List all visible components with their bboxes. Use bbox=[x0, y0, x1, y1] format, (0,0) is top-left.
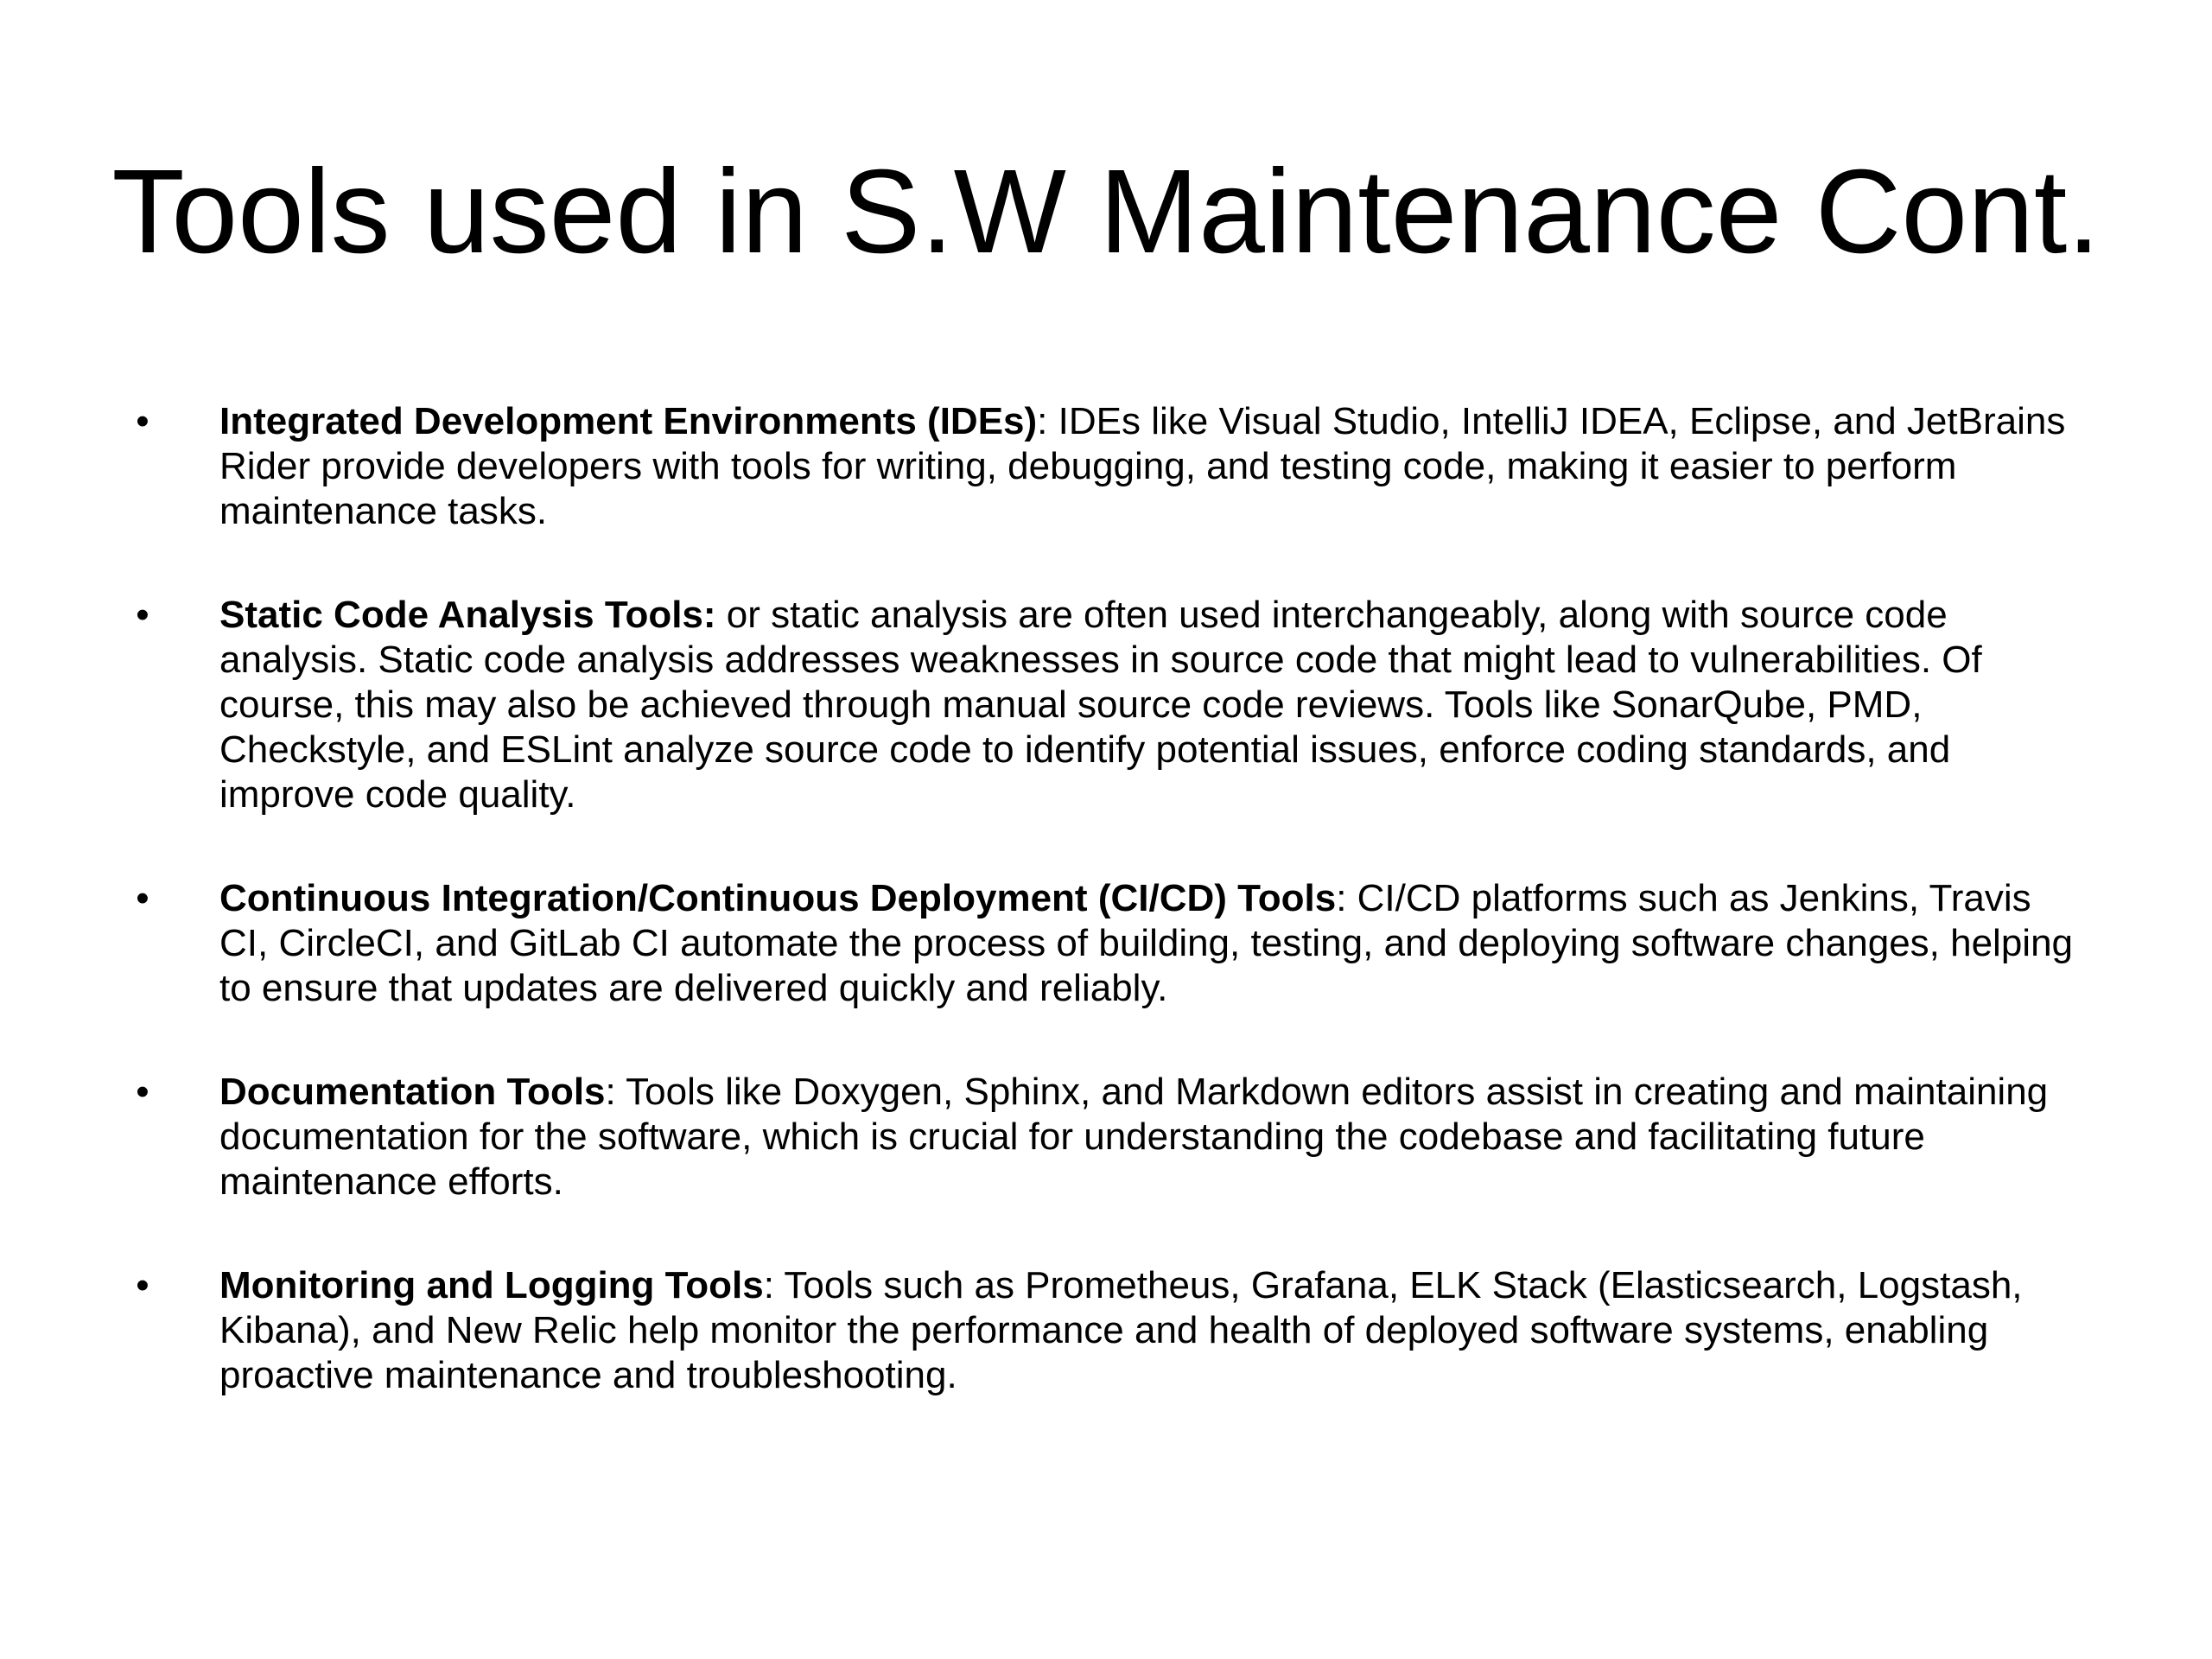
bullet-term: Documentation Tools bbox=[219, 1071, 606, 1113]
bullet-item-monitoring bbox=[130, 1263, 2074, 1398]
bullet-list bbox=[130, 399, 2074, 1457]
bullet-item-documentation bbox=[130, 1070, 2074, 1205]
bullet-text: : CI/CD platforms such as Jenkins, Travis CI, CircleCI, and GitLab CI automate the process of building, testing, and deploying software changes, helping to ensure that updates are delivered quickly and reliably. bbox=[219, 877, 2074, 1009]
bullet-text: : IDEs like Visual Studio, IntelliJ IDEA, Eclipse, and JetBrains Rider provide developers with tools for writing, debugging, and testing code, making it easier to perform maintenance tasks. bbox=[219, 400, 2066, 532]
bullet-item-ides bbox=[130, 399, 2074, 534]
bullet-term: Continuous Integration/Continuous Deployment (CI/CD) Tools bbox=[219, 877, 1337, 919]
bullet-dot-icon: • bbox=[136, 400, 149, 442]
bullet-dot-icon: • bbox=[136, 1071, 149, 1113]
bullet-term: Integrated Development Environments (IDEs) bbox=[219, 400, 1038, 442]
bullet-term: Monitoring and Logging Tools bbox=[219, 1264, 764, 1306]
bullet-dot-icon: • bbox=[136, 1264, 149, 1306]
slide-title: Tools used in S.W Maintenance Cont. bbox=[111, 145, 2101, 278]
bullet-text: : Tools such as Prometheus, Grafana, ELK Stack (Elasticsearch, Logstash, Kibana), and New Relic help monitor the performance and health of deployed software systems, enabling proactive maintenance and troubleshooting. bbox=[219, 1264, 2023, 1396]
bullet-item-ci-cd bbox=[130, 876, 2074, 1011]
bullet-item-static-analysis bbox=[130, 593, 2074, 817]
bullet-dot-icon: • bbox=[136, 594, 149, 636]
bullet-text: : Tools like Doxygen, Sphinx, and Markdown editors assist in creating and maintaining documentation for the software, which is crucial for understanding the codebase and facilitating future maintenance efforts. bbox=[219, 1071, 2049, 1203]
bullet-text: or static analysis are often used interchangeably, along with source code analysis. Static code analysis addresses weaknesses in source code that might lead to vulnerabilities. Of course, this may also be achieved through manual source code reviews. Tools like SonarQube, PMD, Checkstyle, and ESLint analyze source code to identify potential issues, enforce coding standards, and improve code quality. bbox=[219, 594, 1982, 816]
bullet-dot-icon: • bbox=[136, 877, 149, 919]
bullet-term: Static Code Analysis Tools: bbox=[219, 594, 716, 636]
